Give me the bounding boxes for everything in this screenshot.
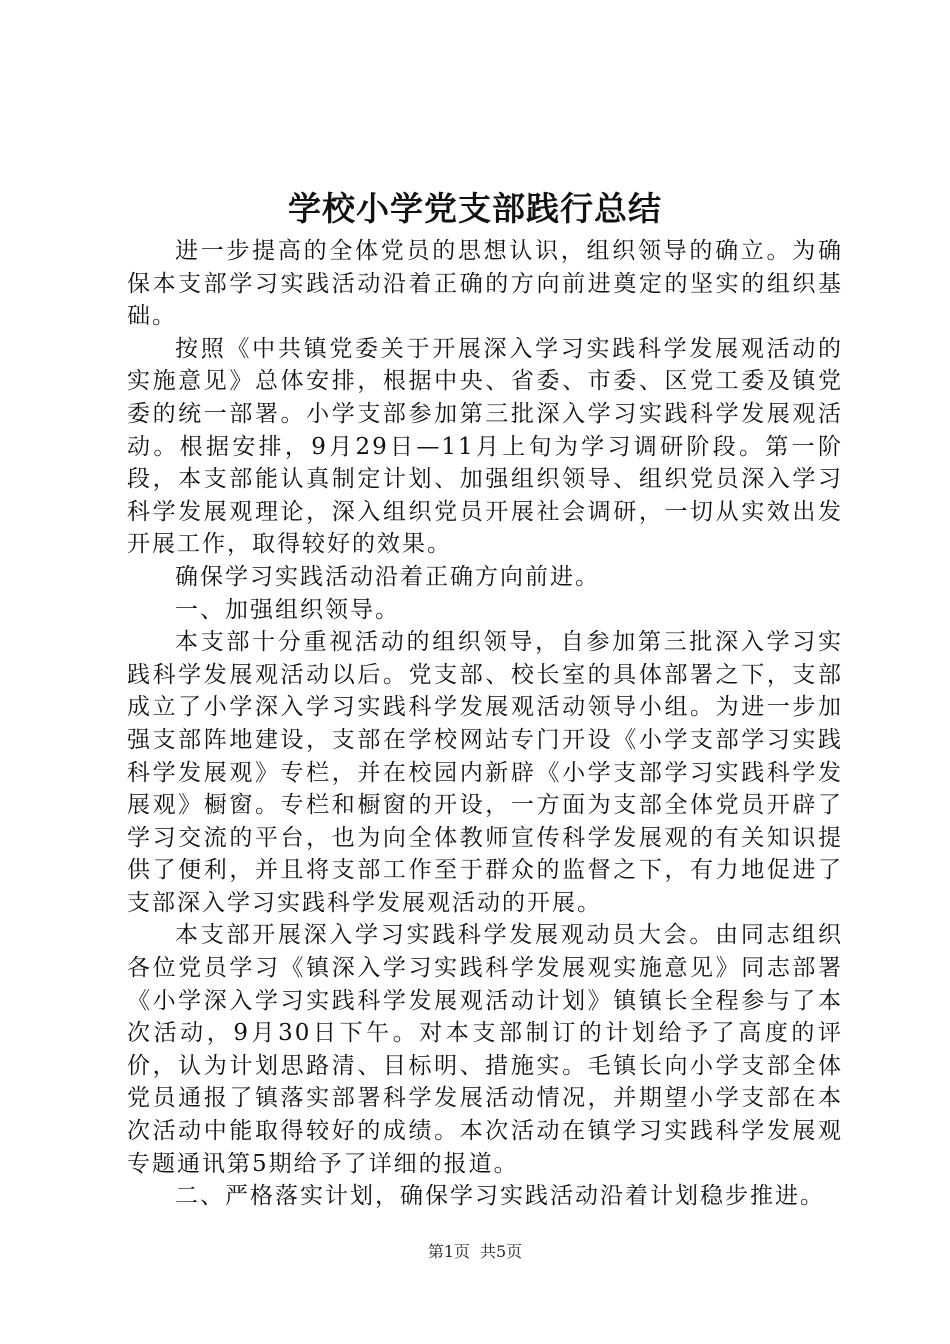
paragraph: 进一步提高的全体党员的思想认识，组织领导的确立。为确保本支部学习实践活动沿着正确的方向前进奠定的坚实的组织基础。 (127, 238, 843, 330)
page-footer (0, 1242, 950, 1262)
paragraph: 本支部十分重视活动的组织领导，自参加第三批深入学习实践科学发展观活动以后。党支部、校长室的具体部署之下，支部成立了小学深入学习实践科学发展观活动领导小组。为进一步加强支部阵地建设，支部在学校网站专门开设《小学支部学习实践科学发展观》专栏，并在校园内新辟《小学支部学习实践科学发展观》橱窗。专栏和橱窗的开设，一方面为支部全体党员开辟了学习交流的平台，也为向全体教师宣传科学发展观的有关知识提供了便利，并且将支部工作至于群众的监督之下，有力地促进了支部深入学习实践科学发展观活动的开展。 (127, 629, 843, 916)
section-heading: 二、严格落实计划，确保学习实践活动沿着计划稳步推进。 (175, 1183, 825, 1210)
paragraph: 本支部开展深入学习实践科学发展观动员大会。由同志组织各位党员学习《镇深入学习实践科学发展观实施意见》同志部署《小学深入学习实践科学发展观活动计划》镇镇长全程参与了本次活动，9月30日下午。对本支部制订的计划给予了高度的评价，认为计划思路清、目标明、措施实。毛镇长向小学支部全体党员通报了镇落实部署科学发展活动情况，并期望小学支部在本次活动中能取得较好的成绩。本次活动在镇学习实践科学发展观专题通讯第5期给予了详细的报道。 (127, 922, 843, 1177)
page-number: 第1页 (427, 1242, 470, 1261)
document-body (127, 235, 843, 1213)
document-title: 学校小学党支部践行总结 (288, 189, 662, 228)
page-total: 共5页 (480, 1242, 523, 1261)
paragraph: 按照《中共镇党委关于开展深入学习实践科学发展观活动的实施意见》总体安排，根据中央、省委、市委、区党工委及镇党委的统一部署。小学支部参加第三批深入学习实践科学发展观活动。根据安排，9月29日—11月上旬为学习调研阶段。第一阶段，本支部能认真制定计划、加强组织领导、组织党员深入学习科学发展观理论，深入组织党员开展社会调研，一切从实效出发开展工作，取得较好的效果。 (127, 335, 843, 558)
paragraph: 确保学习实践活动沿着正确方向前进。 (175, 563, 600, 590)
section-heading: 一、加强组织领导。 (175, 596, 400, 623)
